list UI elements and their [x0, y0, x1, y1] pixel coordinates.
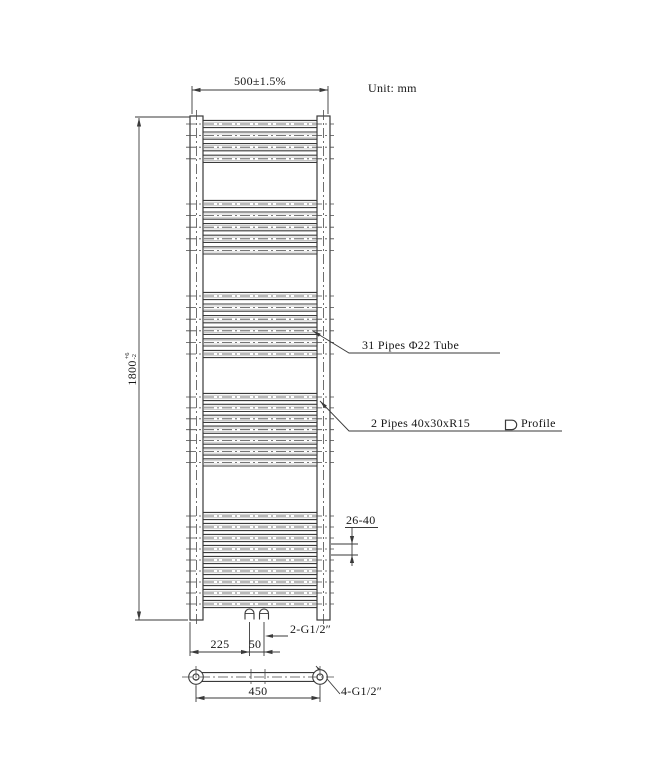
height-value: 1800 — [124, 360, 139, 386]
arrow — [265, 634, 273, 638]
arrow — [137, 118, 141, 127]
arrow — [192, 88, 201, 92]
arrow — [350, 536, 354, 544]
radiator-tubes — [203, 120, 317, 607]
radiator-rails — [190, 116, 330, 620]
arrow — [264, 650, 273, 654]
bottom-offset-label: 225 — [210, 637, 230, 651]
height-dimension-label — [125, 352, 139, 385]
bottom-valve-left — [245, 609, 254, 620]
height-tolerance: +6 -2 — [124, 352, 138, 360]
bottom-valve-right — [260, 609, 269, 620]
width-dimension-label: 500±1.5% — [234, 74, 286, 88]
arrow — [350, 555, 354, 563]
bottom-fittings — [245, 609, 269, 620]
bottom-gap-label: 50 — [248, 637, 262, 651]
pipe-spacing-label: 26-40 — [346, 513, 376, 527]
profile-shape-icon — [506, 420, 517, 429]
top-view-connection-label: 4-G1/2″ — [341, 684, 383, 698]
round-pipes-label: 31 Pipes Φ22 Tube — [362, 338, 460, 352]
unit-label: Unit: mm — [368, 81, 417, 95]
profile-pipes-label: 2 Pipes 40x30xR15 — [371, 416, 471, 430]
centerlines — [186, 110, 334, 626]
arrow — [137, 612, 141, 621]
arrow — [320, 88, 329, 92]
profile-label: Profile — [521, 416, 556, 430]
bottom-connection-label: 2-G1/2″ — [290, 622, 332, 636]
dimension-lines — [135, 86, 378, 702]
top-view-width-label: 450 — [248, 684, 268, 698]
